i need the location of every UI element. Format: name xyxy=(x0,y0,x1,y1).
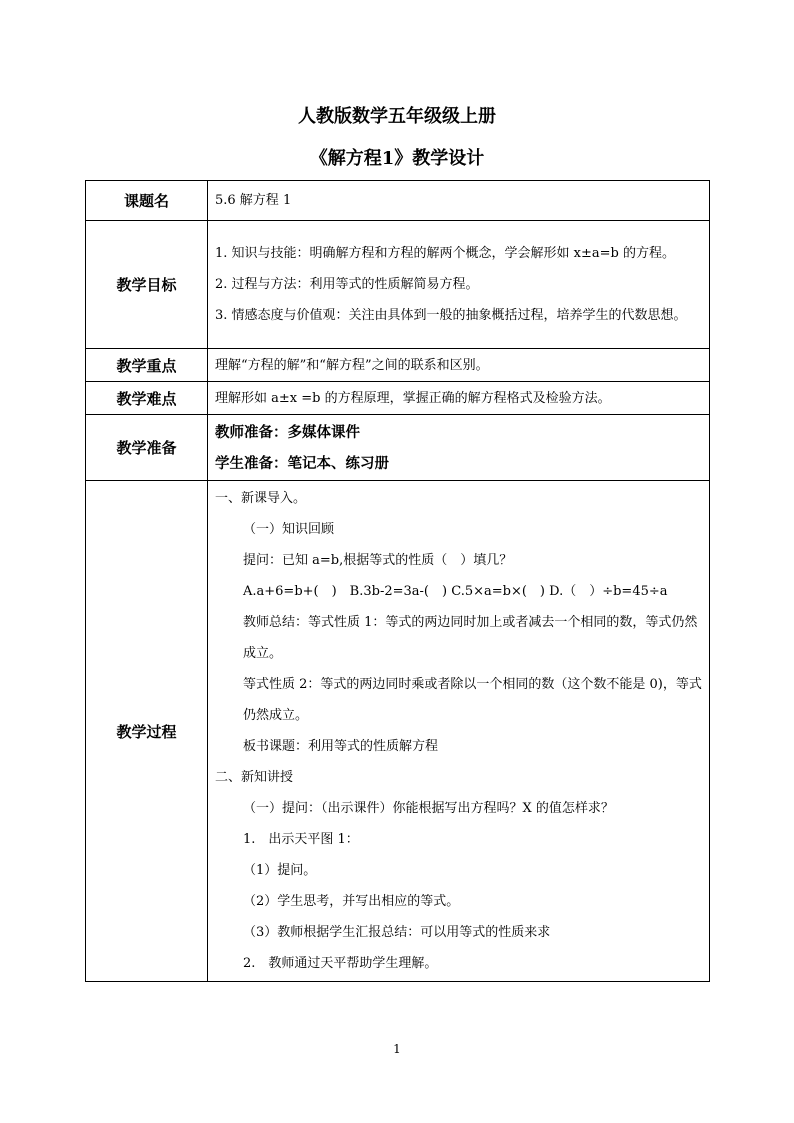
process-line: 提问：已知 a=b,根据等式的性质（ ）填几？ xyxy=(243,553,513,568)
row-value-difficulties: 理解形如 a±x =b 的方程原理，掌握正确的解方程格式及检验方法。 xyxy=(208,382,710,415)
objective-item: 1. 知识与技能：明确解方程和方程的解两个概念，学会解形如 x±a=b 的方程。 xyxy=(215,246,675,261)
row-value-process xyxy=(208,481,710,982)
process-line: 1. 出示天平图 1： xyxy=(243,832,359,847)
process-line: 板书课题：利用等式的性质解方程 xyxy=(243,739,439,754)
student-preparation: 学生准备：笔记本、练习册 xyxy=(215,454,389,472)
process-line: 一、新课导入。 xyxy=(215,491,307,506)
row-difficulties xyxy=(86,382,710,415)
process-line: （一）知识回顾 xyxy=(243,522,335,537)
row-value-objectives xyxy=(208,221,710,349)
row-value-topic: 5.6 解方程 1 xyxy=(208,181,710,221)
process-line: （1）提问。 xyxy=(243,863,317,878)
teacher-preparation: 教师准备：多媒体课件 xyxy=(215,423,360,441)
row-value-key-points: 理解“方程的解”和“解方程”之间的联系和区别。 xyxy=(208,349,710,382)
lesson-plan-table xyxy=(85,180,710,982)
row-topic xyxy=(86,181,710,221)
process-line: （2）学生思考，并写出相应的等式。 xyxy=(243,894,460,909)
process-line: A.a+6=b+( ) B.3b-2=3a-( ) C.5×a=b×( ) D.（ ）÷b=45÷a xyxy=(243,584,668,599)
row-label-preparation: 教学准备 xyxy=(86,415,208,481)
process-line: （一）提问：（出示课件）你能根据写出方程吗？X 的值怎样求？ xyxy=(243,801,614,816)
process-line: 等式性质 2：等式的两边同时乘或者除以一个相同的数（这个数不能是 0)，等式仍然成立。 xyxy=(243,677,702,723)
page-number: 1 xyxy=(393,1042,401,1056)
row-objectives xyxy=(86,221,710,349)
row-value-preparation xyxy=(208,415,710,481)
document-subtitle: 《解方程1》教学设计 xyxy=(309,148,485,169)
row-preparation xyxy=(86,415,710,481)
row-label-difficulties: 教学难点 xyxy=(86,382,208,415)
process-line: （3）教师根据学生汇报总结：可以用等式的性质来求 xyxy=(243,925,551,940)
row-label-process: 教学过程 xyxy=(86,481,208,982)
row-process xyxy=(86,481,710,982)
row-label-objectives: 教学目标 xyxy=(86,221,208,349)
row-label-key-points: 教学重点 xyxy=(86,349,208,382)
document-title: 人教版数学五年级级上册 xyxy=(298,106,496,127)
objective-item: 3. 情感态度与价值观：关注由具体到一般的抽象概括过程，培养学生的代数思想。 xyxy=(215,308,687,323)
process-line: 教师总结：等式性质 1：等式的两边同时加上或者减去一个相同的数，等式仍然成立。 xyxy=(243,615,698,661)
process-line: 2. 教师通过天平帮助学生理解。 xyxy=(243,956,438,971)
row-key-points xyxy=(86,349,710,382)
process-line: 二、新知讲授 xyxy=(215,770,294,785)
objective-item: 2. 过程与方法：利用等式的性质解简易方程。 xyxy=(215,277,479,292)
row-label-topic: 课题名 xyxy=(86,181,208,221)
